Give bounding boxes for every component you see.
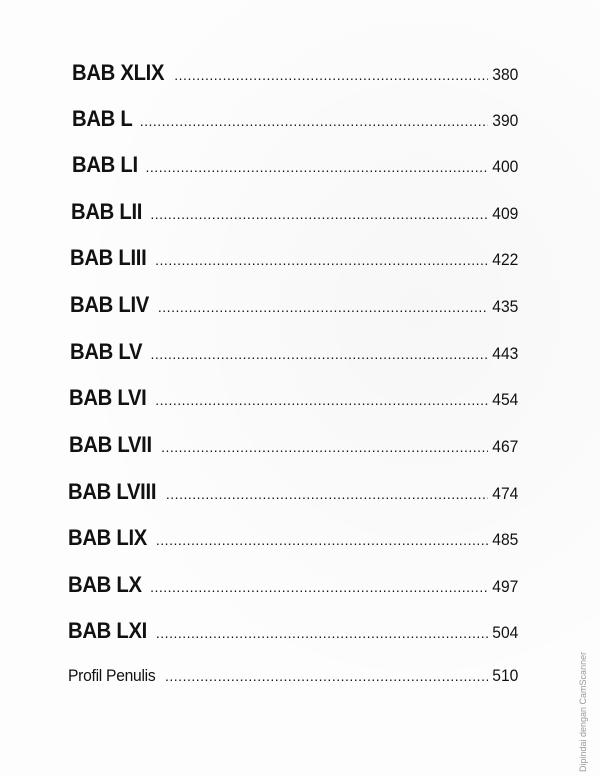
- scanner-watermark: Dipindai dengan CamScanner: [578, 651, 588, 772]
- toc-entry-label: BAB LI: [72, 152, 138, 177]
- toc-dot-leader: [155, 252, 487, 268]
- toc-dot-leader: [161, 439, 488, 455]
- toc-dot-leader: [150, 346, 487, 362]
- toc-entry-page: 443: [491, 344, 518, 363]
- toc-entry: [72, 152, 518, 178]
- toc-entry: [68, 525, 518, 551]
- toc-entry-page: 467: [491, 437, 518, 456]
- toc-entry-label: BAB LIV: [70, 292, 150, 317]
- toc-entry-author-profile: [68, 666, 518, 686]
- toc-entry-label: BAB LVIII: [68, 479, 157, 504]
- toc-entry-page: 380: [491, 65, 518, 84]
- toc-entry-label: Profil Penulis: [68, 666, 156, 685]
- toc-entry-label: BAB LV: [70, 339, 143, 364]
- toc-entry-label: BAB LVI: [69, 385, 147, 410]
- toc-entry-label: BAB LX: [68, 572, 142, 597]
- toc-entry-label: BAB LIII: [70, 245, 147, 270]
- toc-dot-leader: [150, 206, 487, 222]
- toc-dot-leader: [166, 486, 488, 502]
- toc-entry-page: 504: [491, 623, 518, 642]
- toc-entry-label: BAB L: [72, 106, 133, 131]
- toc-entry: [69, 385, 518, 411]
- toc-dot-leader: [155, 392, 487, 408]
- toc-entry: [70, 245, 518, 271]
- toc-entry: [68, 572, 518, 598]
- toc-entry-page: 390: [491, 111, 518, 130]
- toc-dot-leader: [165, 668, 488, 684]
- toc-dot-leader: [156, 532, 488, 548]
- toc-entry: [69, 432, 518, 458]
- toc-entry: [68, 618, 518, 644]
- toc-dot-leader: [174, 67, 487, 83]
- toc-dot-leader: [146, 159, 488, 175]
- toc-entry-page: 435: [491, 297, 518, 316]
- toc-entry-label: BAB LII: [71, 199, 143, 224]
- toc-entry: [72, 60, 518, 86]
- toc-entry-label: BAB XLIX: [72, 60, 165, 85]
- toc-entry-page: 510: [491, 666, 518, 685]
- toc-dot-leader: [150, 579, 488, 595]
- toc-entry: [70, 292, 518, 318]
- toc-entry: [70, 339, 518, 365]
- toc-dot-leader: [156, 625, 488, 641]
- toc-dot-leader: [140, 113, 488, 129]
- toc-entry-label: BAB LIX: [68, 525, 148, 550]
- toc-entry-page: 409: [491, 204, 518, 223]
- toc-entry: [72, 106, 518, 132]
- toc-entry-page: 400: [491, 157, 518, 176]
- toc-entry: [71, 199, 518, 225]
- toc-entry-page: 474: [491, 484, 518, 503]
- toc-entry-page: 422: [491, 250, 518, 269]
- toc-dot-leader: [158, 299, 488, 315]
- toc-entry-page: 485: [491, 530, 518, 549]
- toc-entry-page: 497: [491, 577, 518, 596]
- toc-entry: [68, 479, 518, 505]
- toc-entry-page: 454: [491, 390, 518, 409]
- toc-entry-label: BAB LVII: [69, 432, 152, 457]
- toc-entry-label: BAB LXI: [68, 618, 148, 643]
